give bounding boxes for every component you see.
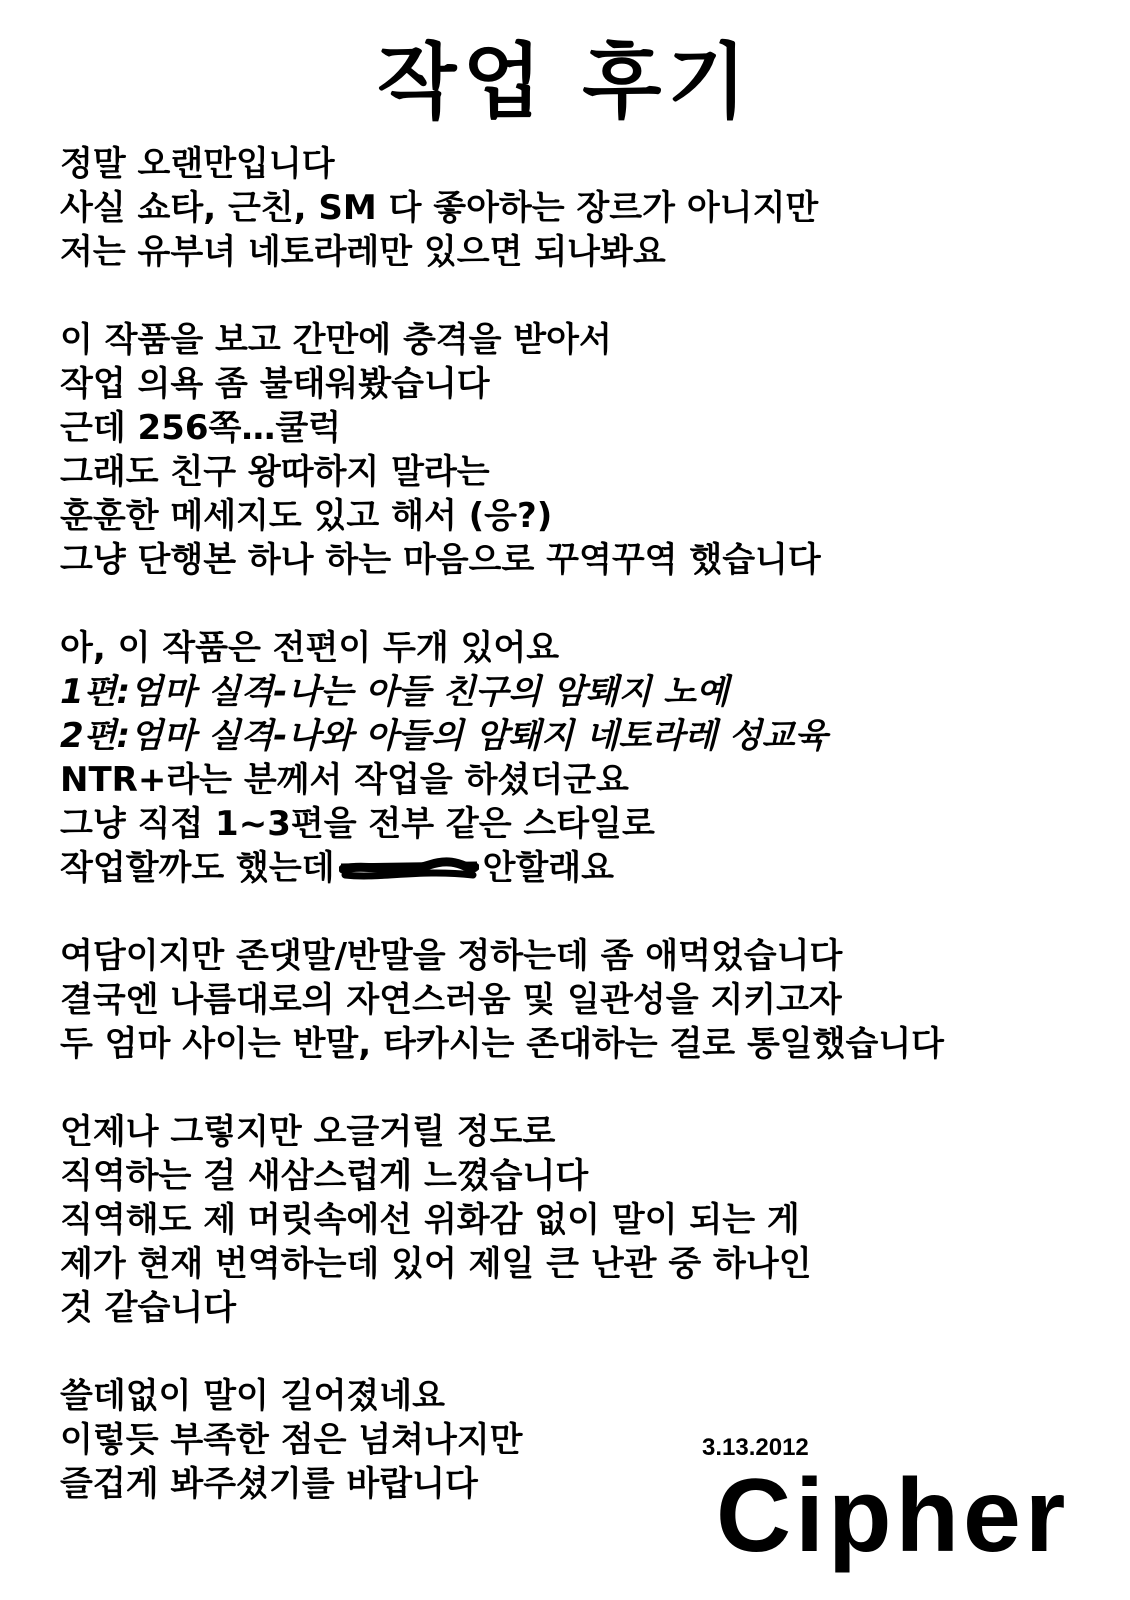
text-line: 즐겁게 봐주셨기를 바랍니다 — [60, 1464, 478, 1504]
text-line: 결국엔 나름대로의 자연스러움 및 일관성을 지키고자 — [60, 980, 842, 1020]
afterword-body — [60, 142, 1100, 1506]
paragraph-previous-works — [60, 626, 1100, 890]
text-line: 두 엄마 사이는 반말, 타카시는 존대하는 걸로 통일했습니다 — [60, 1024, 945, 1064]
text-line: 이 작품을 보고 간만에 충격을 받아서 — [60, 320, 612, 360]
text-line: 그래도 친구 왕따하지 말라는 — [60, 452, 490, 492]
text-line: 것 같습니다 — [60, 1288, 237, 1328]
text-line: 제가 현재 번역하는데 있어 제일 큰 난관 중 하나인 — [60, 1244, 812, 1284]
paragraph-speech-style — [60, 934, 1100, 1066]
text-line: 아, 이 작품은 전편이 두개 있어요 — [60, 628, 560, 668]
text-line: 언제나 그렇지만 오글거릴 정도로 — [60, 1112, 556, 1152]
paragraph-translation — [60, 1110, 1100, 1330]
paragraph-intro — [60, 142, 1100, 274]
page-title: 작업 후기 — [377, 35, 753, 130]
previous-work-title: 2편:엄마 실격-나와 아들의 암퇘지 네토라레 성교육 — [60, 716, 828, 756]
previous-work-title: 1편:엄마 실격-나는 아들 친구의 암퇘지 노예 — [60, 672, 729, 712]
text-line: 정말 오랜만입니다 — [60, 144, 335, 184]
paragraph-motivation — [60, 318, 1100, 582]
translator-signature: Cipher — [716, 1458, 1070, 1574]
text-line: 그냥 단행본 하나 하는 마음으로 꾸역꾸역 했습니다 — [60, 540, 821, 580]
text-line: NTR+라는 분께서 작업을 하셨더군요 — [60, 760, 629, 800]
text-before-redaction: 작업할까도 했는데 — [60, 848, 335, 888]
redaction-scribble — [339, 855, 479, 885]
text-line: 사실 쇼타, 근친, SM 다 좋아하는 장르가 아니지만 — [60, 188, 819, 228]
text-line: 저는 유부녀 네토라레만 있으면 되나봐요 — [60, 232, 666, 272]
text-after-redaction: 안할래요 — [482, 848, 614, 888]
text-line: 작업 의욕 좀 불태워봤습니다 — [60, 364, 490, 404]
text-line: 근데 256쪽…쿨럭 — [60, 408, 342, 448]
text-line: 이렇듯 부족한 점은 넘쳐나지만 — [60, 1420, 523, 1460]
text-line: 쓸데없이 말이 길어졌네요 — [60, 1376, 445, 1416]
text-line-with-redaction — [60, 846, 1100, 890]
text-line: 여담이지만 존댓말/반말을 정하는데 좀 애먹었습니다 — [60, 936, 843, 976]
date-stamp: 3.13.2012 — [702, 1434, 809, 1461]
text-line: 훈훈한 메세지도 있고 해서 (응?) — [60, 496, 553, 536]
text-line: 그냥 직접 1~3편을 전부 같은 스타일로 — [60, 804, 655, 844]
text-line: 직역해도 제 머릿속에선 위화감 없이 말이 되는 게 — [60, 1200, 800, 1240]
text-line: 직역하는 걸 새삼스럽게 느꼈습니다 — [60, 1156, 589, 1196]
